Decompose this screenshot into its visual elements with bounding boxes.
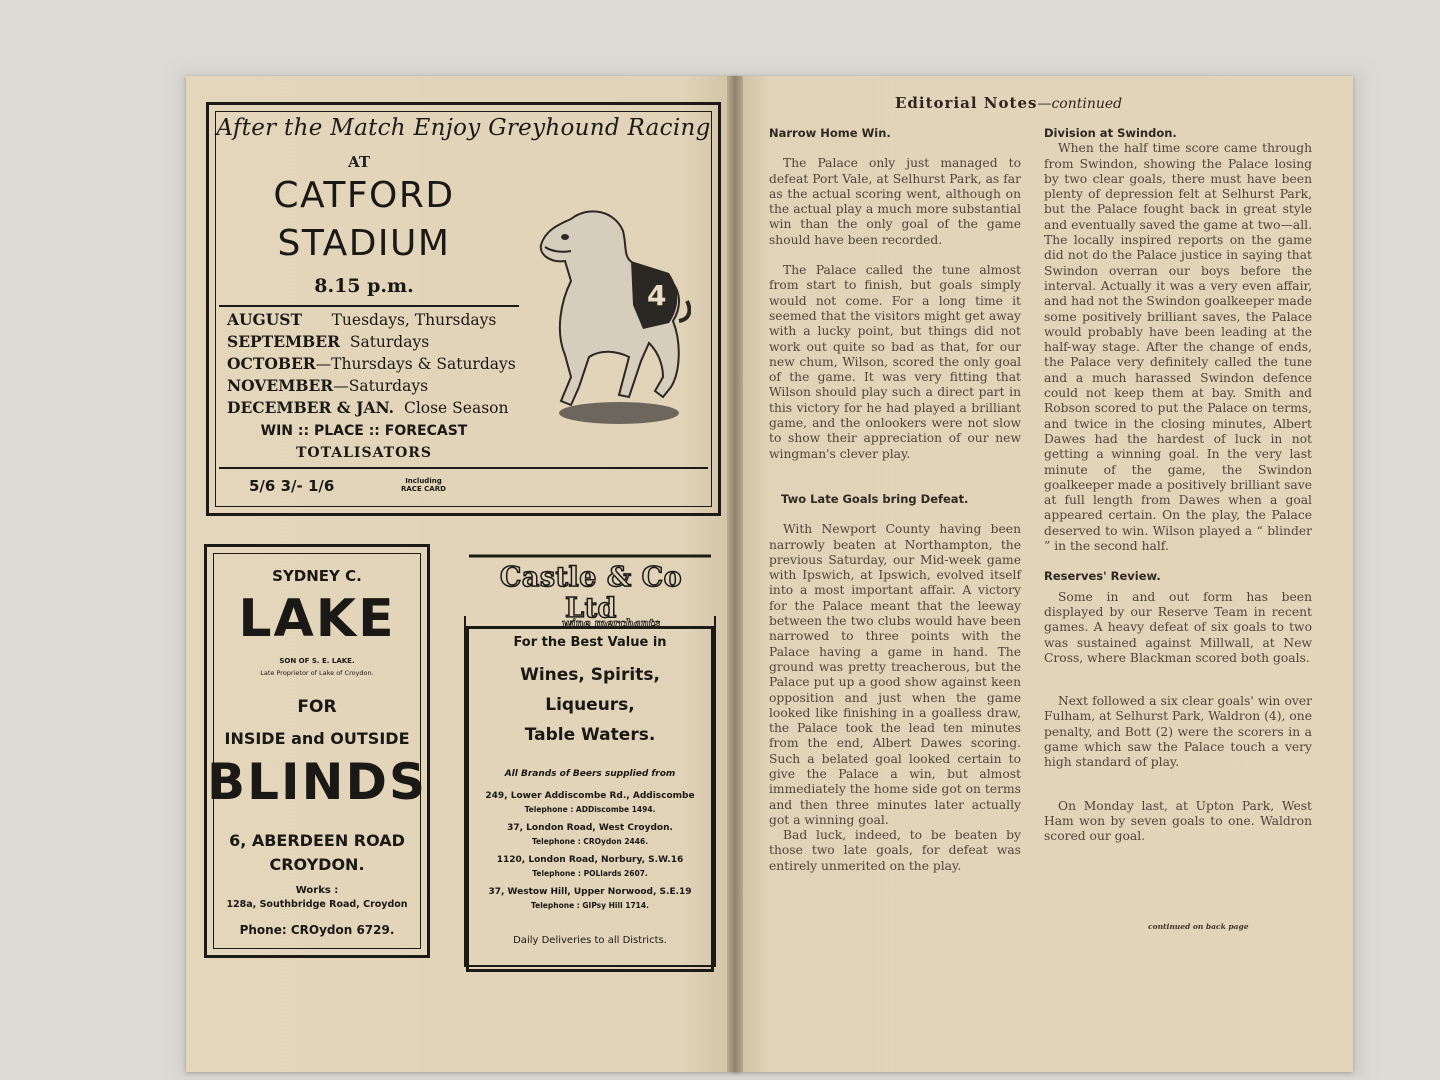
- branch-telephone: Telephone : POLlards 2607.: [532, 869, 648, 878]
- greyhound-racing-advert: [206, 102, 721, 516]
- venue-line-1: CATFORD: [273, 175, 455, 216]
- inside-outside: INSIDE and OUTSIDE: [224, 729, 410, 748]
- divider: [219, 305, 519, 307]
- venue-line-2: STADIUM: [277, 223, 451, 264]
- schedule-row: AUGUST Tuesdays, Thursdays: [227, 310, 497, 329]
- late-proprietor-line: Late Proprietor of Lake of Croydon.: [260, 669, 374, 677]
- bet-types: WIN :: PLACE :: FORECAST: [260, 423, 468, 439]
- son-of-line: SON OF S. E. LAKE.: [279, 657, 355, 665]
- shop-address: 6, ABERDEEN ROAD: [229, 831, 405, 850]
- branch-address: 249, Lower Addiscombe Rd., Addiscombe: [485, 791, 695, 801]
- wine-merchant-advert: [466, 626, 714, 972]
- booklet-spine: [727, 76, 743, 1072]
- article-paragraph: Bad luck, indeed, to be beaten by those two late goals, for defeat was entirely unmerited on the play.: [769, 828, 1021, 873]
- works-address: 128a, Southbridge Road, Croydon: [226, 899, 408, 910]
- article-paragraph: With Newport County having been narrowly beaten at Northampton, the previous Saturday, our Mid-week game with Ipswich, at Ipswich, evolved itself into a most important affair. A victory for the Palace meant that the leeway between the two clubs would have been narrowed to three points with the Palace having a game in hand. The ground was pretty treacherous, but the Palace put up a good show against keen opposition and just when the game looked like finishing in a goalless draw, the Palace took the lead ten minutes from the end, Albert Dawes scoring. Such a belated goal looked certain to give the Palace a win, but almost immediately the home side got on terms and then three minutes later actually got a winning goal.: [769, 522, 1021, 827]
- section-heading: Two Late Goals bring Defeat.: [781, 491, 969, 506]
- advert-tagline: After the Match Enjoy Greyhound Racing: [216, 115, 711, 141]
- race-time: 8.15 p.m.: [314, 275, 414, 297]
- editorial-column-1: [769, 126, 1021, 874]
- article-paragraph: On Monday last, at Upton Park, West Ham won by seven goals to one. Waldron scored our goal.: [1044, 798, 1312, 844]
- schedule-row: DECEMBER & JAN. Close Season: [227, 398, 509, 417]
- greyhound-illustration: [531, 201, 691, 433]
- advert-at: AT: [348, 153, 370, 171]
- deliveries-line: Daily Deliveries to all Districts.: [513, 935, 667, 946]
- phone-number: Phone: CROydon 6729.: [239, 923, 395, 937]
- beers-line: All Brands of Beers supplied from: [504, 769, 676, 779]
- for-label: FOR: [297, 697, 337, 717]
- divider: [219, 467, 708, 469]
- branch-telephone: Telephone : CROydon 2446.: [531, 837, 649, 846]
- product-line-3: Table Waters.: [524, 725, 656, 745]
- editorial-column-2: [1044, 126, 1312, 844]
- article-paragraph: The Palace only just managed to defeat Port Vale, at Selhurst Park, as far as the actual scoring went, although on the actual play a much more substantial win than the only goal of the game should have been recorded.: [769, 156, 1021, 247]
- product-line-1: Wines, Spirits,: [520, 665, 660, 685]
- schedule-row: OCTOBER—Thursdays & Saturdays: [227, 354, 516, 373]
- schedule-row: SEPTEMBER Saturdays: [227, 332, 430, 351]
- continued-note: continued on back page: [1148, 922, 1249, 931]
- best-value-line: For the Best Value in: [513, 635, 667, 650]
- advertiser-first-name: SYDNEY C.: [272, 567, 362, 585]
- branch-telephone: Telephone : ADDiscombe 1494.: [524, 805, 656, 814]
- editorial-title: Editorial Notes—continued: [895, 94, 1123, 112]
- branch-address: 37, London Road, West Croydon.: [507, 823, 673, 833]
- branch-address: 1120, London Road, Norbury, S.W.16: [496, 855, 684, 865]
- blinds-advert: [204, 544, 430, 958]
- article-paragraph: Next followed a six clear goals' win over Fulham, at Selhurst Park, Waldron (4), one penalty, and Bott (2) were the scorers in a game which saw the Palace touch a very high standard of play.: [1044, 694, 1312, 770]
- advertiser-surname: LAKE: [238, 589, 396, 649]
- shop-town: CROYDON.: [269, 855, 365, 874]
- section-heading: Reserves' Review.: [1044, 569, 1161, 584]
- product-name: BLINDS: [207, 753, 427, 811]
- section-heading: Division at Swindon.: [1044, 126, 1177, 140]
- article-paragraph: Some in and out form has been displayed by our Reserve Team in recent games. A heavy defeat of six goals to two was sustained against Millwall, at New Cross, where Blackman scored both goals.: [1044, 589, 1312, 665]
- castle-logo: Castle & Co Ltd wine merchants: [499, 562, 683, 630]
- totalisators: TOTALISATORS: [295, 445, 433, 461]
- svg-text:4: 4: [647, 279, 667, 312]
- section-heading: Narrow Home Win.: [769, 126, 891, 140]
- works-label: Works :: [295, 885, 339, 896]
- article-paragraph: The Palace called the tune almost from start to finish, but goals simply would not come. For a long time it seemed that the visitors might get away with a lucky point, but things did not work out quite so bad as that, for our new chum, Wilson, scored the only goal of the game. It was very fitting that Wilson should play such a direct part in this victory for he had played a brilliant game, and the onlookers were not slow to show their appreciation of our new wingman's clever play.: [769, 263, 1021, 461]
- admission-prices: 5/6 3/- 1/6: [249, 477, 335, 495]
- product-line-2: Liqueurs,: [545, 695, 635, 715]
- price-note: Including RACE CARD: [401, 477, 446, 493]
- schedule-row: NOVEMBER—Saturdays: [227, 376, 429, 395]
- branch-telephone: Telephone : GIPsy Hill 1714.: [531, 901, 649, 910]
- article-paragraph: When the half time score came through from Swindon, showing the Palace losing by two clear goals, there must have been plenty of depression felt at Selhurst Park, but the Palace fought back in great style and eventually saved the game at two—all. The locally inspired reports on the game did not do the Palace justice in saying that Swindon overran our boys before the interval. Actually it was a very even affair, and had not the Swindon goalkeeper made some positively brilliant saves, the Palace would probably have been leading at the half-way stage. After the change of ends, the Palace very definitely called the tune and a much harassed Swindon defence could not keep them at bay. Smith and Robson scored to put the Palace on terms, and twice in the closing minutes, Albert Dawes had the hardest of luck in not getting a winning goal. In the very last minute of the game, the Swindon goalkeeper made a positively brilliant save at full length from Dawes when a goal appeared certain. On the play, the Palace deserved to win. Wilson played a “ blinder ” in the second half.: [1044, 141, 1312, 554]
- branch-address: 37, Westow Hill, Upper Norwood, S.E.19: [488, 887, 692, 897]
